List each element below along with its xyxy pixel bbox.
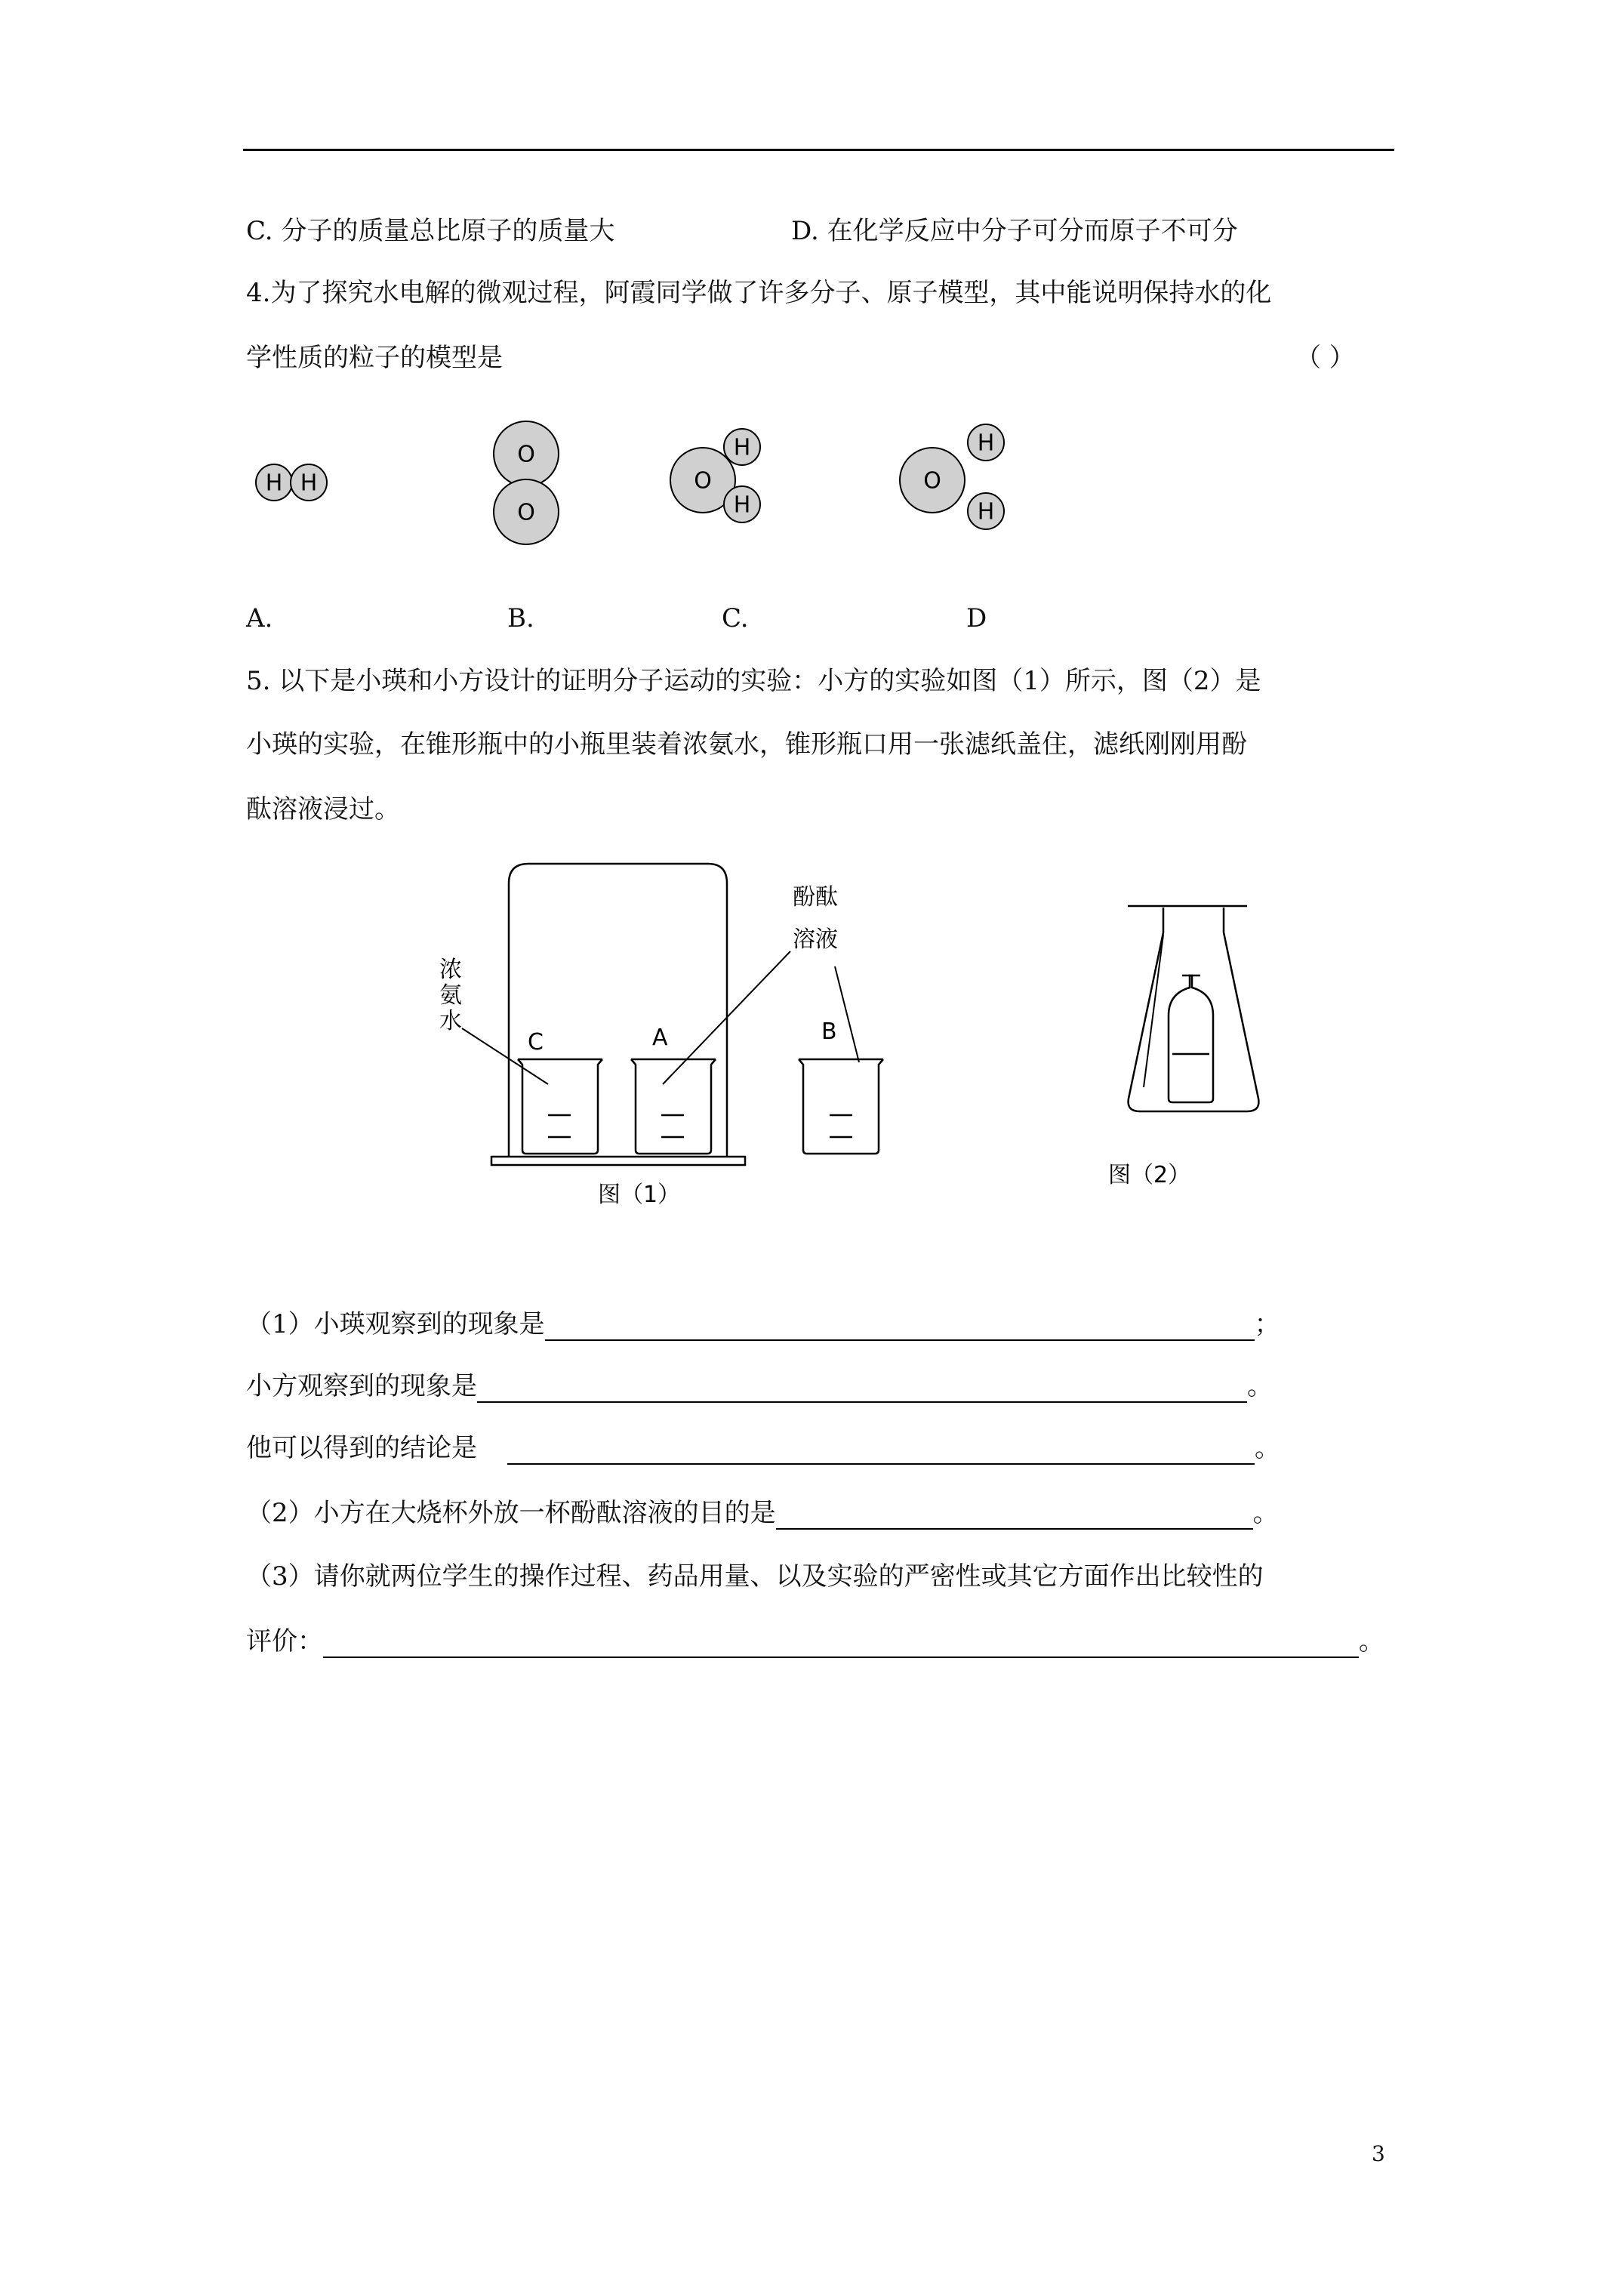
answer-blank-3[interactable] — [507, 1435, 1255, 1465]
q5-sub1-b-text: 小方观察到的现象是 — [246, 1371, 477, 1401]
answer-blank-2[interactable] — [477, 1373, 1247, 1403]
q5-sub1-c-text: 他可以得到的结论是 — [246, 1433, 477, 1463]
q5-sub1-b — [246, 1370, 1273, 1403]
q4-answer-bracket: （ ） — [1295, 343, 1355, 373]
q5-sub1-c-end: 。 — [1255, 1433, 1280, 1463]
label-ammonia-1: 浓 — [439, 957, 462, 983]
q5-stem-line3: 酞溶液浸过。 — [246, 794, 400, 824]
small-bottle — [1169, 975, 1213, 1102]
atom-label: H — [733, 434, 751, 461]
q4-stem-line1: 4.为了探究水电解的微观过程，阿霞同学做了许多分子、原子模型，其中能说明保持水的化 — [246, 278, 1272, 308]
model-b-o2 — [494, 421, 559, 544]
q4-label-d: D — [966, 603, 987, 633]
q5-sub1-c — [246, 1432, 1280, 1465]
q4-stem-line2: 学性质的粒子的模型是 — [246, 343, 503, 373]
beaker-b — [799, 1059, 883, 1154]
q5-sub1-b-end: 。 — [1247, 1371, 1273, 1401]
answer-blank-4[interactable] — [776, 1499, 1253, 1530]
q5-sub2 — [246, 1496, 1279, 1530]
molecule-models — [0, 0, 1623, 604]
conical-flask — [1129, 908, 1259, 1111]
q5-sub1-a-text: （1）小瑛观察到的现象是 — [246, 1309, 545, 1339]
atom-label: O — [923, 467, 941, 495]
figure2-caption: 图（2） — [1108, 1162, 1191, 1188]
q4-label-c: C. — [722, 603, 749, 633]
beaker-c-label: C — [528, 1029, 544, 1056]
phenol-leader-line-b — [835, 966, 859, 1062]
answer-blank-5[interactable] — [323, 1628, 1359, 1658]
beaker-b-label: B — [821, 1019, 837, 1045]
atom-label: H — [977, 498, 995, 525]
q5-stem-line2: 小瑛的实验，在锥形瓶中的小瓶里装着浓氨水，锥形瓶口用一张滤纸盖住，滤纸刚刚用酚 — [246, 729, 1247, 760]
atom-label: O — [694, 467, 712, 495]
figure1-caption: 图（1） — [598, 1182, 681, 1208]
label-ammonia-3: 水 — [439, 1008, 462, 1034]
q5-sub1-a — [246, 1308, 1280, 1341]
beaker-a-label: A — [652, 1025, 668, 1051]
atom-label: H — [265, 470, 283, 497]
large-beaker-cover — [509, 864, 727, 1157]
label-phenol-2: 溶液 — [793, 926, 838, 953]
label-phenol-1: 酚酞 — [793, 884, 838, 911]
q3-option-c: C. 分子的质量总比原子的质量大 — [246, 216, 615, 246]
page-number: 3 — [1372, 2141, 1385, 2166]
atom-label: O — [517, 499, 535, 526]
q5-sub2-end: 。 — [1252, 1498, 1279, 1528]
q5-sub3-line2 — [246, 1625, 1384, 1658]
base-plate — [491, 1157, 745, 1165]
atom-label: H — [733, 492, 751, 519]
q4-label-b: B. — [507, 603, 534, 633]
q5-sub3-text: 评价： — [246, 1626, 323, 1657]
atom-label: H — [977, 430, 995, 457]
q5-sub2-text: （2）小方在大烧杯外放一杯酚酞溶液的目的是 — [246, 1498, 776, 1528]
q5-sub3-line1: （3）请你就两位学生的操作过程、药品用量、以及实验的严密性或其它方面作出比较性的 — [246, 1561, 1264, 1592]
label-ammonia-2: 氨 — [439, 982, 462, 1009]
q5-sub1-a-end: ； — [1254, 1309, 1280, 1339]
atom-label: H — [300, 470, 318, 497]
q5-stem-line1: 5. 以下是小瑛和小方设计的证明分子运动的实验：小方的实验如图（1）所示，图（2）是 — [246, 666, 1261, 696]
answer-blank-1[interactable] — [545, 1311, 1255, 1341]
q4-label-a: A. — [246, 603, 273, 633]
experiment-figures — [0, 846, 1623, 1238]
q5-sub3-end: 。 — [1359, 1626, 1384, 1657]
q3-option-d: D. 在化学反应中分子可分而原子不可分 — [791, 216, 1238, 246]
atom-label: O — [517, 441, 535, 468]
